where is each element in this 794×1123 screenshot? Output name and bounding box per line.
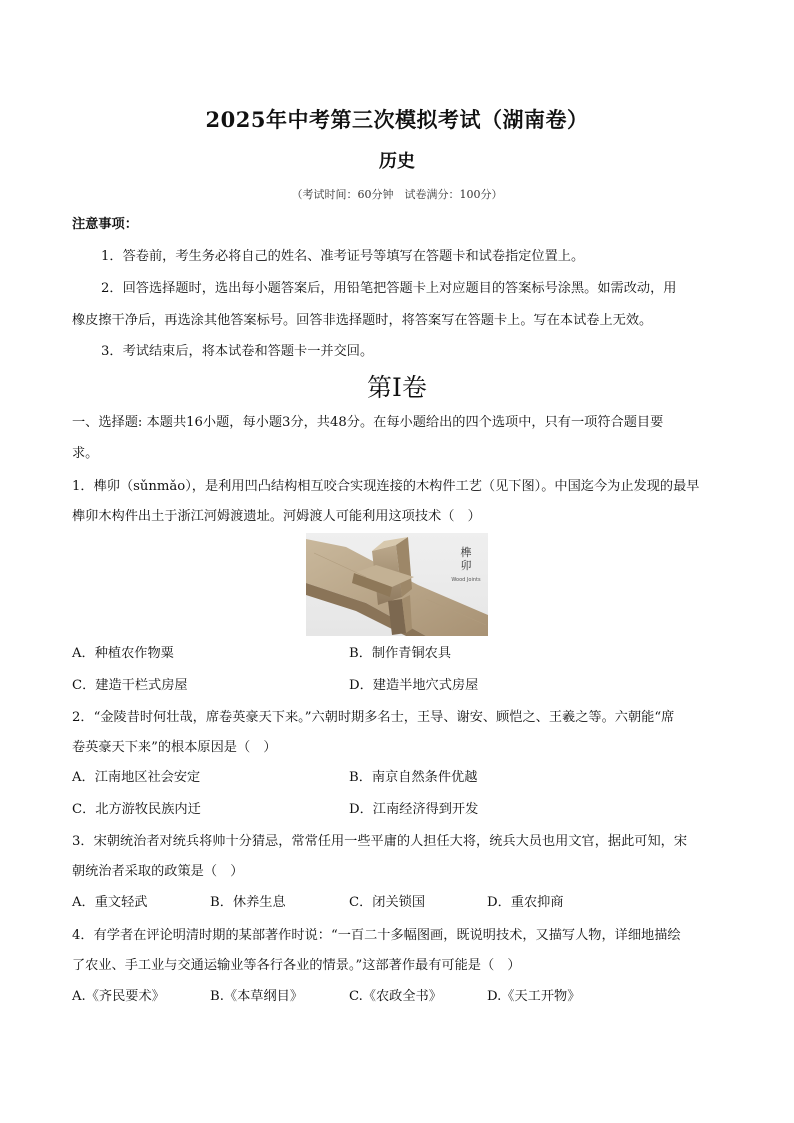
q4-option-d[interactable]: D.《天工开物》 bbox=[487, 989, 581, 1004]
note-line-3: 橡皮擦干净后，再选涂其他答案标号。回答非选择题时，将答案写在答题卡上。写在本试卷上无效。 bbox=[72, 313, 653, 328]
exam-time-info: （考试时间：60分钟 试卷满分：100分） bbox=[291, 188, 503, 201]
q1-option-a[interactable]: A．种植农作物粟 bbox=[72, 646, 174, 661]
note-line-1: 1．答卷前，考生务必将自己的姓名、准考证号等填写在答题卡和试卷指定位置上。 bbox=[101, 249, 585, 264]
q3-stem-2: 朝统治者采取的政策是（ ） bbox=[72, 864, 244, 879]
section-intro-1: 一、选择题: 本题共16小题，每小题3分，共48分。在每小题给出的四个选项中，只有一项符合题目要 bbox=[72, 415, 664, 430]
q4-option-a[interactable]: A.《齐民要术》 bbox=[72, 989, 165, 1004]
q2-option-c[interactable]: C．北方游牧民族内迁 bbox=[72, 802, 201, 817]
q1-option-d[interactable]: D．建造半地穴式房屋 bbox=[349, 678, 479, 693]
section-intro-2: 求。 bbox=[72, 446, 99, 461]
q3-option-d[interactable]: D．重农抑商 bbox=[487, 895, 564, 910]
q2-stem-1: 2．“金陵昔时何壮哉，席卷英豪天下来。”六朝时期多名士，王导、谢安、顾恺之、王羲之等。六朝能“席 bbox=[72, 710, 675, 725]
q1-stem-1: 1．榫卯（sǔnmǎo），是利用凹凸结构相互咬合实现连接的木构件工艺（见下图）。中国迄今为止发现的最早 bbox=[72, 479, 700, 494]
photo-caption-subtitle: Wood Joints bbox=[451, 577, 481, 583]
notes-heading: 注意事项： bbox=[72, 217, 138, 232]
q1-option-c[interactable]: C．建造干栏式房屋 bbox=[72, 678, 188, 693]
q3-stem-1: 3．宋朝统治者对统兵将帅十分猜忌，常常任用一些平庸的人担任大将，统兵大员也用文官，据此可知，宋 bbox=[72, 834, 688, 849]
q4-option-c[interactable]: C.《农政全书》 bbox=[349, 989, 442, 1004]
photo-caption-title: 榫卯 bbox=[460, 546, 472, 572]
exam-subject: 历史 bbox=[379, 151, 415, 172]
q1-stem-2: 榫卯木构件出土于浙江河姆渡遗址。河姆渡人可能利用这项技术（ ） bbox=[72, 509, 481, 524]
q2-option-d[interactable]: D．江南经济得到开发 bbox=[349, 802, 479, 817]
q4-stem-1: 4．有学者在评论明清时期的某部著作时说：“一百二十多幅图画，既说明技术，又描写人物，详细地描绘 bbox=[72, 928, 681, 943]
note-line-2: 2．回答选择题时，选出每小题答案后，用铅笔把答题卡上对应题目的答案标号涂黑。如需改动，用 bbox=[101, 281, 677, 296]
q1-option-b[interactable]: B．制作青铜农具 bbox=[349, 646, 452, 661]
q3-option-b[interactable]: B．休养生息 bbox=[210, 895, 286, 910]
q2-option-a[interactable]: A．江南地区社会安定 bbox=[72, 770, 201, 785]
note-line-4: 3．考试结束后，将本试卷和答题卡一并交回。 bbox=[101, 344, 374, 359]
section-title: 第Ⅰ卷 bbox=[367, 373, 427, 402]
exam-title: 2025年中考第三次模拟考试（湖南卷） bbox=[205, 107, 589, 132]
q2-stem-2: 卷英豪天下来”的根本原因是（ ） bbox=[72, 740, 277, 755]
q4-stem-2: 了农业、手工业与交通运输业等各行各业的情景。”这部著作最有可能是（ ） bbox=[72, 958, 521, 973]
q3-option-c[interactable]: C．闭关锁国 bbox=[349, 895, 426, 910]
q2-option-b[interactable]: B．南京自然条件优越 bbox=[349, 770, 478, 785]
mortise-tenon-photo bbox=[306, 533, 488, 636]
q4-option-b[interactable]: B.《本草纲目》 bbox=[210, 989, 304, 1004]
q3-option-a[interactable]: A．重文轻武 bbox=[72, 895, 148, 910]
